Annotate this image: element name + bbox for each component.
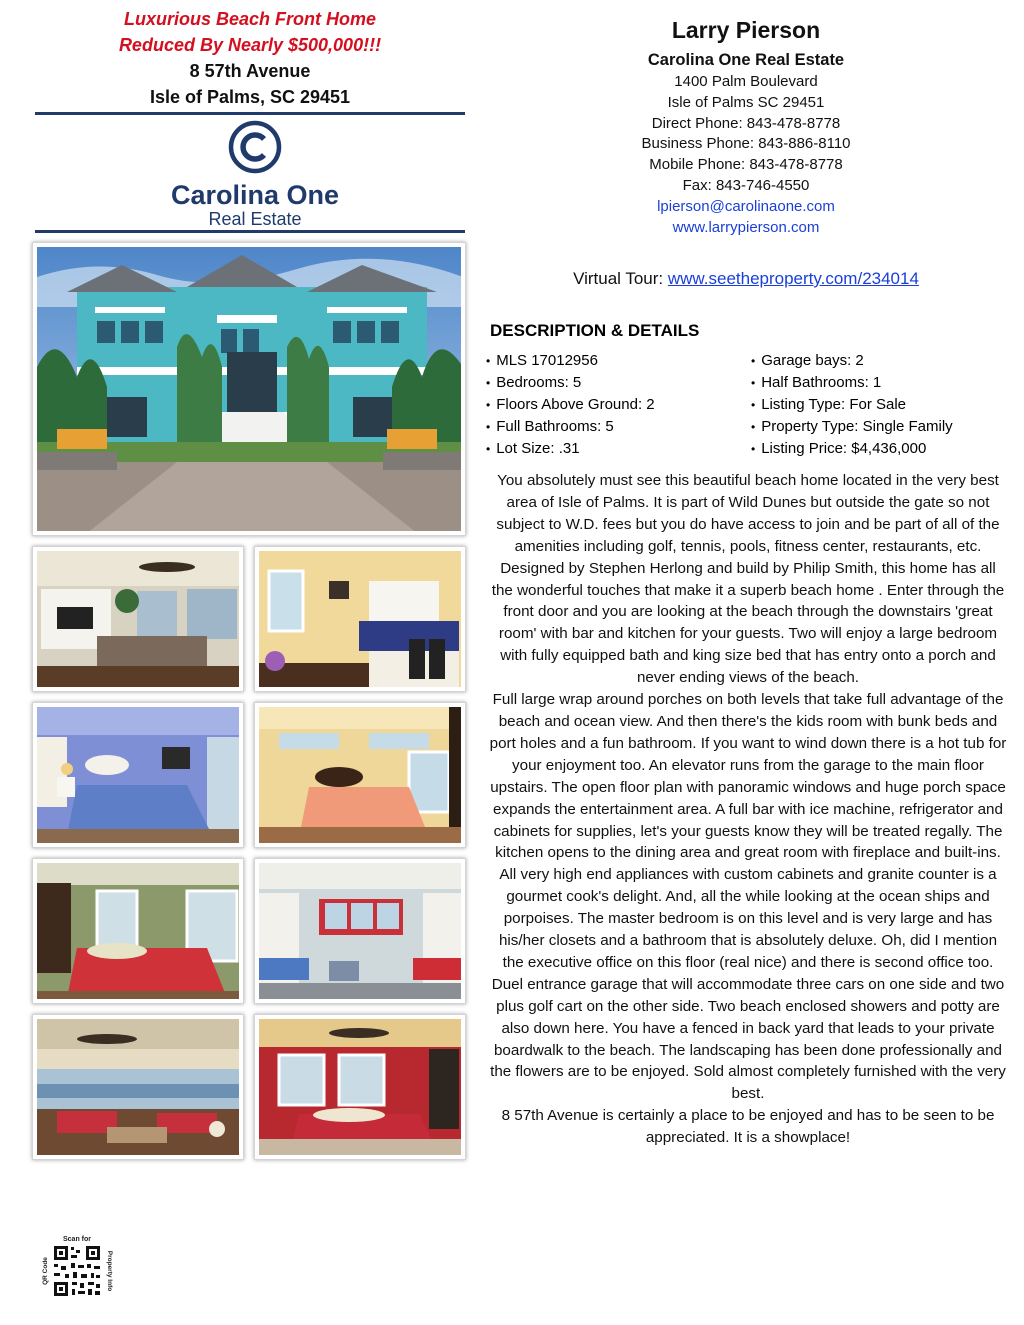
agent-mobile-phone: Mobile Phone: 843-478-8778	[649, 156, 843, 174]
description-paragraph: 8 57th Avenue is certainly a place to be enjoyed and has to be seen to be appreciated. It is a showplace!	[501, 1107, 995, 1147]
qr-code[interactable]	[38, 1232, 116, 1310]
main-exterior-photo[interactable]	[32, 242, 466, 536]
living-room-photo[interactable]	[32, 546, 244, 692]
detail-item: • Property Type: Single Family	[751, 416, 1016, 438]
agent-email-link[interactable]: lpierson@carolinaone.com	[657, 197, 835, 215]
copyright-circle-icon	[228, 120, 282, 174]
details-column-right	[751, 350, 1016, 460]
blue-bedroom-photo[interactable]	[32, 702, 244, 848]
coral-bedroom-photo[interactable]	[254, 702, 466, 848]
detail-item: • Bedrooms: 5	[486, 372, 751, 394]
detail-item: • Listing Type: For Sale	[751, 394, 1016, 416]
promo-line-2: Reduced By Nearly $500,000!!!	[118, 35, 382, 55]
agent-business-phone: Business Phone: 843-886-8110	[641, 135, 851, 153]
detail-item: • Lot Size: .31	[486, 438, 751, 460]
virtual-tour	[540, 266, 952, 292]
logo-name: Carolina One	[170, 180, 340, 210]
description-body	[488, 470, 1008, 1149]
description-paragraph: You absolutely must see this beautiful beach home located in the very best area of Isle of Palms. It is part of Wild Dunes but outside the gate so not subject to W.D. fees but you do have access to join and be part of all of the amenities including golf, tennis, pools, fitness center, restaurants, etc. Designed by Stephen Herlong and build by Philip Smith, this home has all the wonderful touches that make it a superb beach home . Enter through the front door and you are looking at the beach through the downstairs 'great room' with bar and kitchen for your guests. Two will enjoy a large bedroom with fully equipped bath and king size bed that has entry onto a porch and never ending views of the beach.	[491, 472, 1005, 687]
detail-item: • Floors Above Ground: 2	[486, 394, 751, 416]
brokerage-logo	[160, 120, 350, 228]
property-city: Isle of Palms, SC 29451	[149, 87, 351, 107]
virtual-tour-link[interactable]: www.seetheproperty.com/234014	[667, 269, 919, 288]
detail-item: • Listing Price: $4,436,000	[751, 438, 1016, 460]
agent-fax: Fax: 843-746-4550	[682, 176, 810, 194]
agent-address-line-2: Isle of Palms SC 29451	[667, 93, 825, 111]
qr-caption-right: Property Info	[106, 1250, 113, 1292]
agent-website-link[interactable]: www.larrypierson.com	[672, 218, 820, 236]
description-paragraph: Full large wrap around porches on both levels that take full advantage of the beach and ocean view. And then there's the kids room with bunk beds and port holes and a fun bathroom. If you want to wind down there is a hot tub for your enjoyment too. An elevator runs from the garage to the main floor upstairs. The open floor plan with panoramic windows and huge porch space expands the entertainment area. A full bar with ice machine, refrigerator and cabinets for supplies, let's your guests know they will be treated regally. The kitchen opens to the dining area and great room with fireplace and built-ins. All very high end appliances with custom cabinets and granite counter is a gourmet cook's delight. And, all the while looking at the ocean ships and porpoises. The master bedroom is on this level and is very large and has his/her closets and a bathroom that is absolutely deluxe. Oh, did I mention the executive office on this floor (real nice) and there is second office too. Duel entrance garage that will accommodate three cars on one side and two plus golf cart on the other side. Two beach enclosed showers and potty are also down here. You have a fenced in back yard that leads to your private boardwalk to the beach. The landscaping has been done professionally and the flowers are to be enjoyed. Sold almost completely furnished with the very best.	[489, 691, 1007, 1103]
detail-item: • Garage bays: 2	[751, 350, 1016, 372]
logo-subtitle: Real Estate	[208, 209, 302, 229]
agent-direct-phone: Direct Phone: 843-478-8778	[651, 114, 841, 132]
qr-caption-top: Scan for	[62, 1236, 92, 1243]
agent-name: Larry Pierson	[671, 17, 821, 43]
agent-company: Carolina One Real Estate	[647, 51, 845, 69]
detail-item: • Full Bathrooms: 5	[486, 416, 751, 438]
great-room-photo[interactable]	[32, 1014, 244, 1160]
master-bedroom-photo[interactable]	[254, 1014, 466, 1160]
kitchen-photo[interactable]	[254, 546, 466, 692]
description-title: DESCRIPTION & DETAILS	[490, 321, 700, 340]
detail-item: • Half Bathrooms: 1	[751, 372, 1016, 394]
qr-code-icon	[38, 1232, 116, 1310]
detail-item: • MLS 17012956	[486, 350, 751, 372]
agent-address-line-1: 1400 Palm Boulevard	[674, 73, 818, 90]
listing-header	[30, 6, 470, 110]
header-divider-top	[35, 112, 465, 115]
property-street: 8 57th Avenue	[189, 61, 311, 81]
header-divider-bottom	[35, 230, 465, 233]
qr-caption-left: QR Code	[42, 1257, 49, 1285]
virtual-tour-label: Virtual Tour:	[573, 269, 668, 288]
promo-line-1: Luxurious Beach Front Home	[123, 9, 377, 29]
agent-contact-block	[560, 14, 932, 238]
details-column-left	[486, 350, 751, 460]
green-bedroom-photo[interactable]	[32, 858, 244, 1004]
bunk-room-photo[interactable]	[254, 858, 466, 1004]
details-list	[486, 350, 1016, 460]
